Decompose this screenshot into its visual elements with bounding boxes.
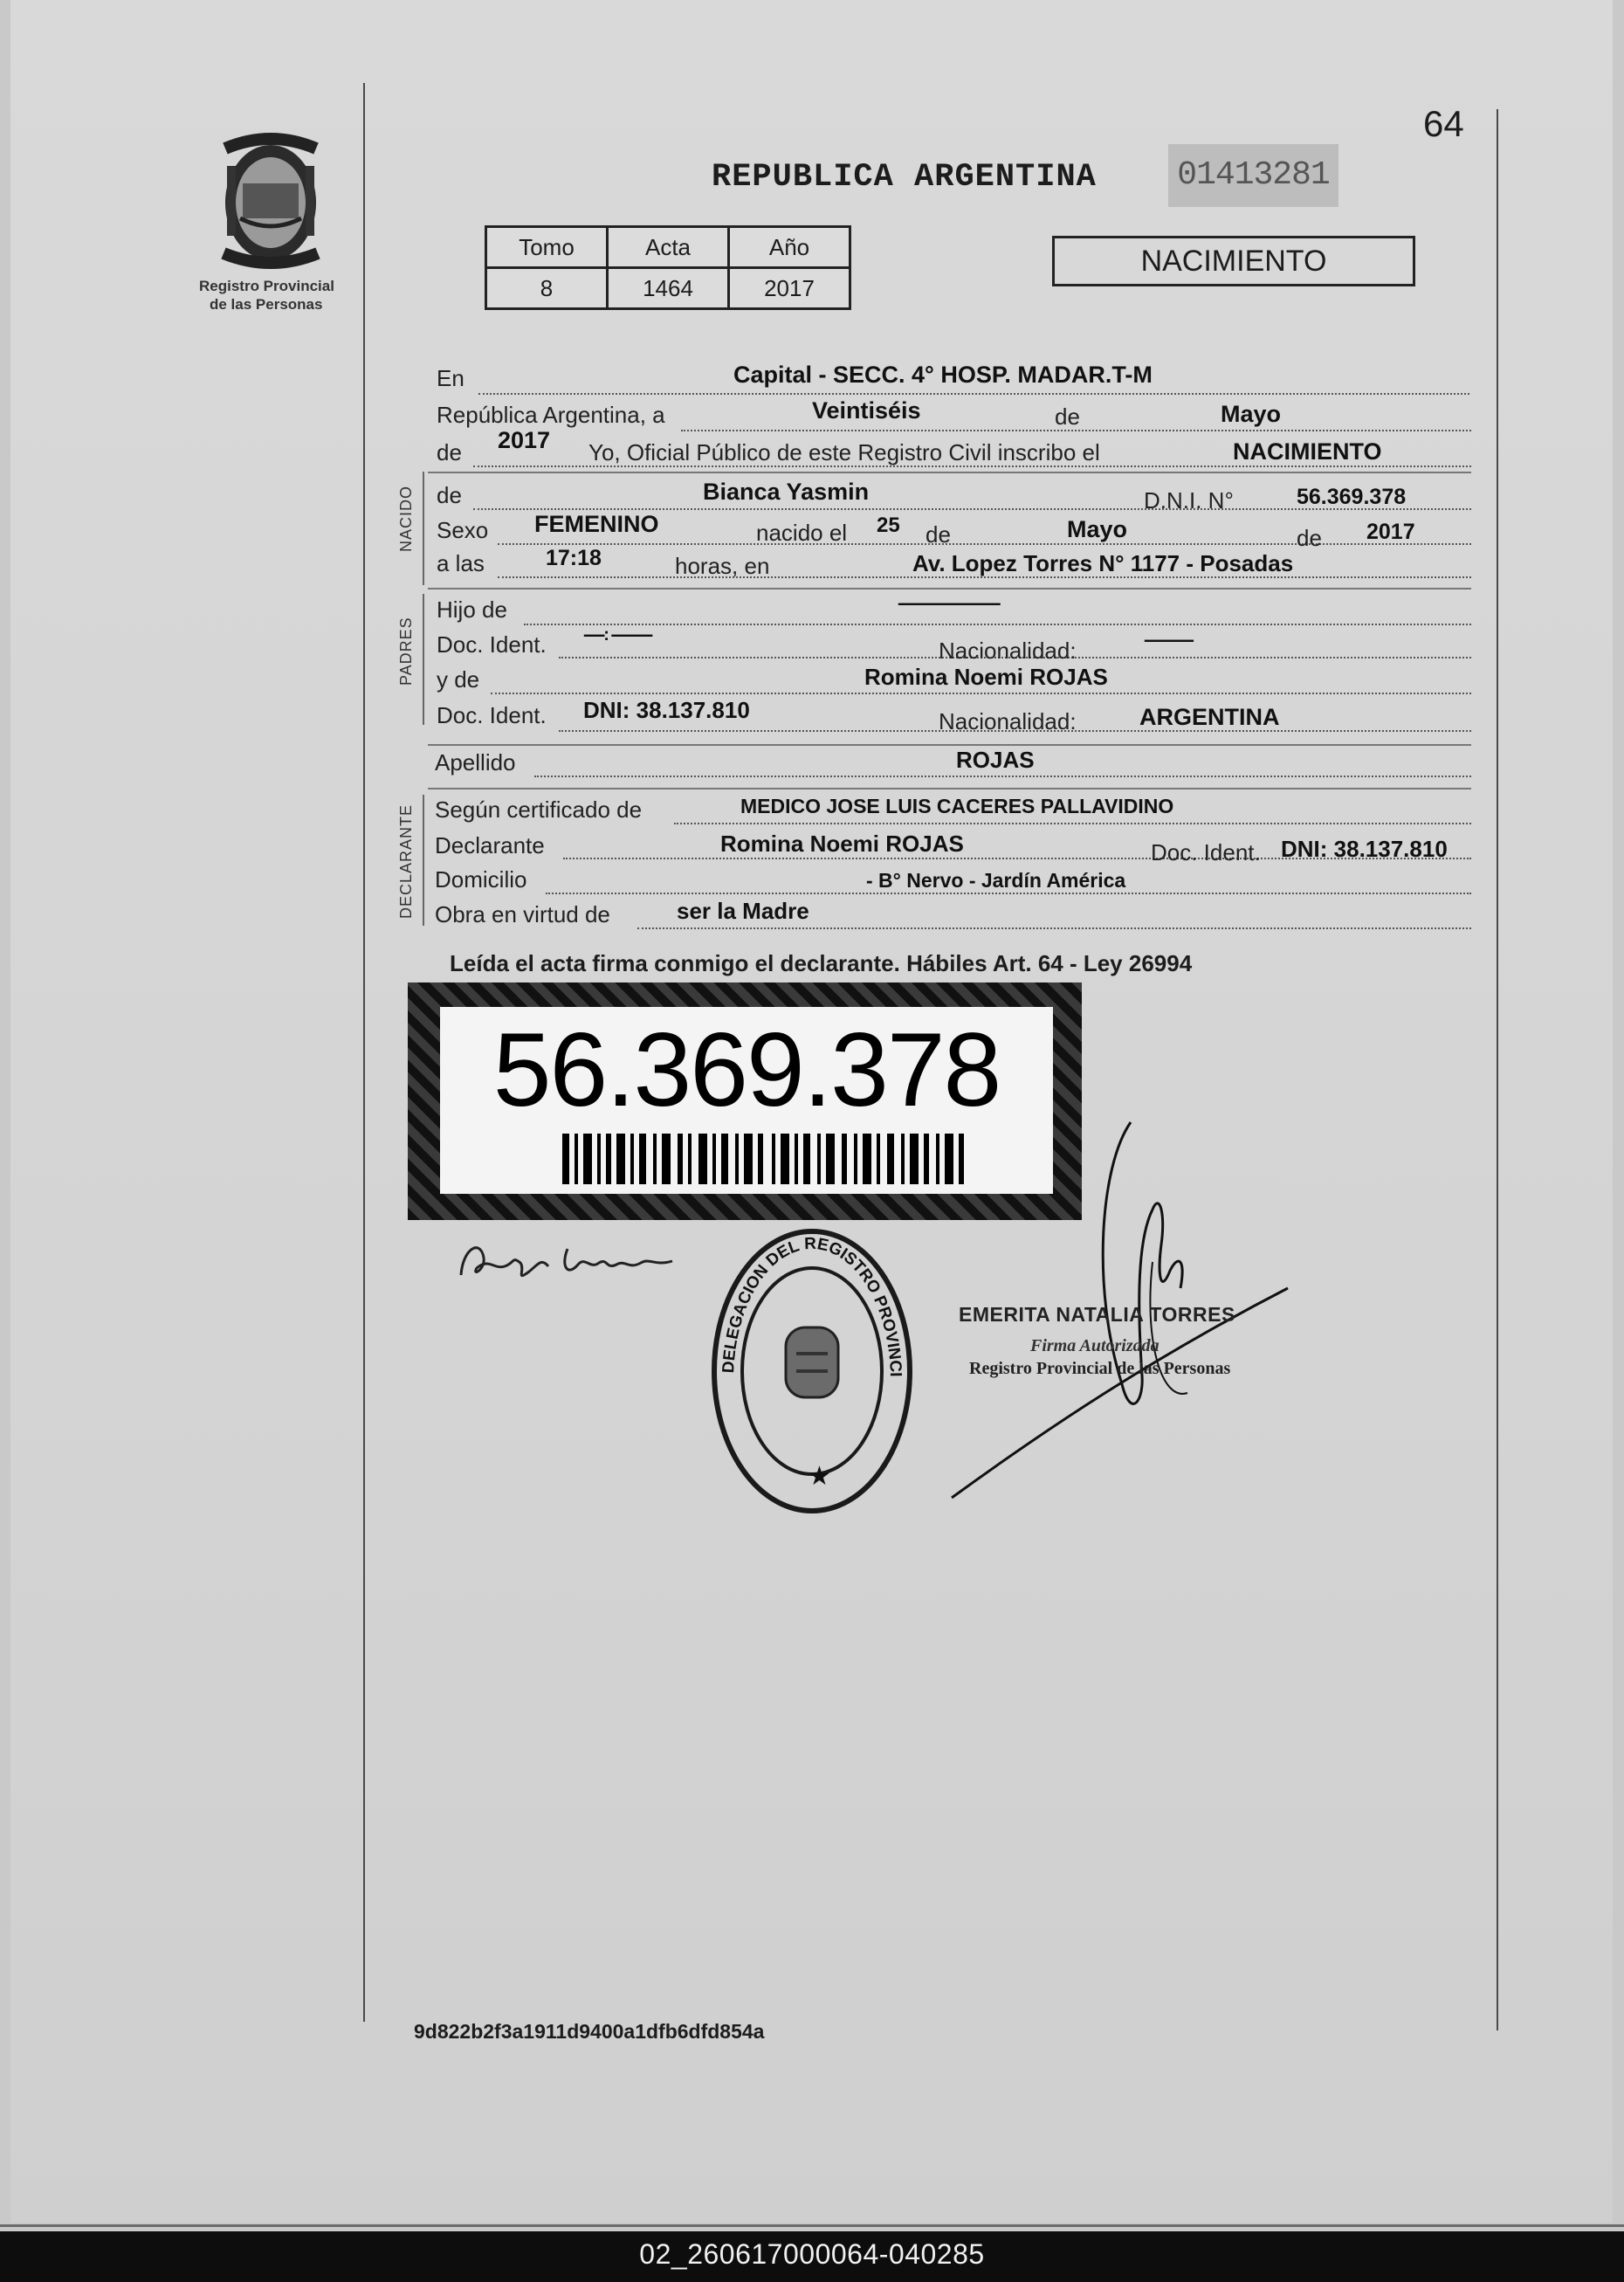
dotted-leader — [524, 624, 1471, 625]
record-table — [485, 225, 851, 310]
record-table-header-row — [486, 227, 850, 268]
record-header-cell: Acta — [608, 227, 729, 268]
birth-time-value: 17:18 — [546, 546, 602, 570]
obra-label: Obra en virtud de — [435, 901, 610, 927]
dotted-leader — [534, 776, 1471, 777]
record-value-cell: 8 — [486, 268, 608, 309]
record-header-cell: Año — [729, 227, 850, 268]
mother-name-value: Romina Noemi ROJAS — [864, 664, 1108, 690]
logo-caption-line2: de las Personas — [210, 296, 323, 313]
official-round-seal — [698, 1223, 926, 1520]
apellido-label: Apellido — [435, 749, 516, 776]
oficial-text: Yo, Oficial Público de este Registro Civil inscribo el — [588, 439, 1100, 465]
seal-outer-text: DELEGACION DEL REGISTRO PROVINCI — [719, 1234, 905, 1377]
dotted-leader — [478, 393, 1469, 395]
birth-month-value: Mayo — [1067, 516, 1128, 542]
child-dni-value: 56.369.378 — [1297, 485, 1407, 509]
section-divider — [423, 594, 424, 725]
de-label: de — [926, 521, 951, 548]
section-separator — [428, 472, 1471, 473]
page-title: REPUBLICA ARGENTINA — [712, 159, 1097, 196]
year-value: 2017 — [498, 427, 551, 453]
declarante-doc-value: DNI: 38.137.810 — [1281, 836, 1448, 862]
declarant-signature — [454, 1231, 681, 1293]
father-doc-value: -----: ---------- — [583, 625, 652, 645]
doc-ident-label: Doc. Ident. — [437, 702, 547, 728]
birth-year-value: 2017 — [1366, 520, 1415, 544]
document-type-box: NACIMIENTO — [1052, 236, 1415, 286]
record-table-value-row — [486, 268, 850, 309]
sexo-value: FEMENINO — [534, 511, 659, 537]
mother-doc-value: DNI: 38.137.810 — [583, 697, 750, 723]
section-label-padres: PADRES — [397, 617, 415, 686]
left-margin-line — [363, 83, 365, 2022]
father-nationality-value: ------------ — [1144, 631, 1193, 650]
father-name-value: ------------------------- — [898, 594, 1000, 613]
record-value-cell: 1464 — [608, 268, 729, 309]
a-las-label: a las — [437, 550, 485, 576]
obra-value: ser la Madre — [677, 898, 809, 924]
hijo-de-label: Hijo de — [437, 596, 507, 623]
birth-place-value: Capital - SECC. 4° HOSP. MADAR.T-M — [733, 362, 1153, 388]
child-name-value: Bianca Yasmin — [703, 479, 870, 505]
official-office: Registro Provincial de las Personas — [969, 1359, 1231, 1378]
de-label: de — [437, 482, 462, 508]
dotted-leader — [546, 893, 1471, 894]
barcode-icon — [562, 1134, 964, 1184]
record-header-cell: Tomo — [486, 227, 608, 268]
dotted-leader — [491, 693, 1471, 694]
footer-code: 02_260617000064-040285 — [639, 2238, 985, 2270]
closing-statement: Leída el acta firma conmigo el declarante. Hábiles Art. 64 - Ley 26994 — [450, 950, 1193, 976]
sexo-label: Sexo — [437, 517, 489, 543]
coat-of-arms-logo — [210, 131, 332, 271]
apellido-value: ROJAS — [956, 747, 1035, 773]
section-label-nacido: NACIDO — [397, 485, 415, 552]
star-icon: ★ — [808, 1462, 831, 1491]
declarante-name-value: Romina Noemi ROJAS — [720, 831, 964, 857]
mother-nationality-value: ARGENTINA — [1139, 704, 1280, 730]
right-margin-line — [1497, 109, 1498, 2030]
serial-number: 01413281 — [1168, 144, 1338, 207]
dotted-leader — [637, 927, 1471, 929]
section-separator — [428, 788, 1471, 789]
dni-label: D.N.I. N° — [1144, 487, 1234, 514]
section-separator — [428, 588, 1471, 589]
domicilio-label: Domicilio — [435, 866, 527, 893]
day-words-value: Veintiséis — [812, 397, 921, 424]
certificate-issuer-value: MEDICO JOSE LUIS CACERES PALLAVIDINO — [740, 795, 1174, 817]
document-hash: 9d822b2f3a1911d9400a1dfb6dfd854a — [414, 2020, 765, 2043]
segun-certificado-label: Según certificado de — [435, 796, 643, 823]
en-label: En — [437, 365, 464, 391]
y-de-label: y de — [437, 666, 480, 693]
republica-label: República Argentina, a — [437, 402, 665, 428]
bottom-edge-line — [0, 2224, 1624, 2227]
declarante-label: Declarante — [435, 832, 545, 858]
id-stamp-number: 56.369.378 — [492, 1011, 1001, 1128]
nacionalidad-label: Nacionalidad: — [939, 638, 1077, 664]
section-label-declarante: DECLARANTE — [397, 803, 415, 919]
domicilio-value: - B° Nervo - Jardín América — [866, 869, 1126, 892]
birth-address-value: Av. Lopez Torres N° 1177 - Posadas — [912, 550, 1294, 576]
birth-day-value: 25 — [877, 514, 900, 537]
page-number: 64 — [1423, 103, 1464, 144]
nacionalidad-label: Nacionalidad: — [939, 708, 1077, 734]
month-value: Mayo — [1221, 401, 1282, 427]
nacido-el-label: nacido el — [756, 520, 848, 546]
record-value-cell: 2017 — [729, 268, 850, 309]
horas-label: horas, en — [675, 553, 770, 579]
official-title: Firma Autorizada — [1030, 1336, 1160, 1355]
logo-caption-line1: Registro Provincial — [199, 278, 334, 294]
section-divider — [423, 472, 424, 585]
de-label: de — [1297, 525, 1322, 551]
section-separator — [428, 744, 1471, 746]
dotted-leader — [498, 543, 1471, 545]
doc-ident-label: Doc. Ident. — [437, 631, 547, 658]
section-divider — [423, 795, 424, 926]
inscribe-type-value: NACIMIENTO — [1233, 438, 1382, 465]
de-label: de — [1055, 403, 1080, 430]
dotted-leader — [674, 823, 1471, 824]
de-label: de — [437, 439, 462, 465]
official-name: EMERITA NATALIA TORRES — [959, 1303, 1235, 1326]
doc-ident-label: Doc. Ident. — [1151, 839, 1261, 865]
